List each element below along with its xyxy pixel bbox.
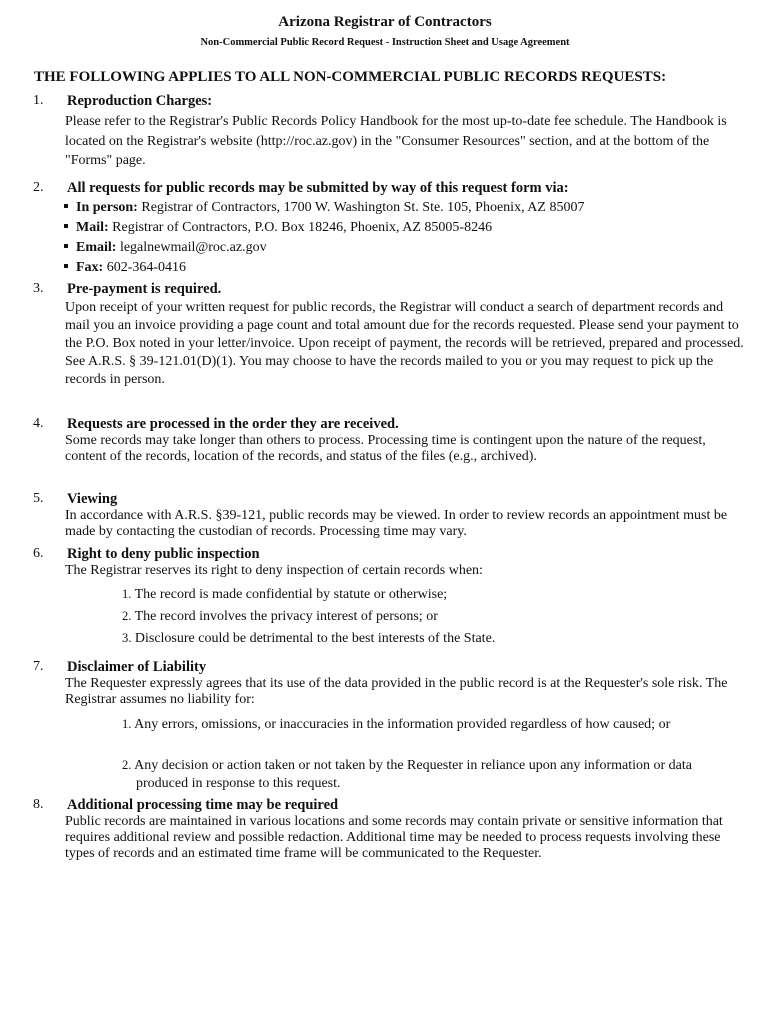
section-body: Please refer to the Registrar's Public Records Policy Handbook for the most up-to-date fee schedule. The Handbook is located on the Registrar's website (http://roc.az.gov) in the "Consumer Resources" section, and at the bottom of the "Forms" page.	[65, 114, 727, 168]
page-subtitle: Non-Commercial Public Record Request - Instruction Sheet and Usage Agreement	[200, 37, 570, 48]
bullet-icon	[64, 244, 68, 248]
section-number: 5.	[33, 491, 44, 506]
section-heading: Right to deny public inspection	[67, 546, 260, 562]
section-heading: Pre-payment is required.	[67, 281, 222, 297]
section-body: In accordance with A.R.S. §39-121, public records may be viewed. In order to review records an appointment must be made by contacting the custodian of records. Processing time may vary.	[65, 508, 728, 539]
bullet-icon	[64, 204, 68, 208]
section-number: 2.	[33, 180, 44, 195]
section-number: 7.	[33, 659, 44, 674]
submission-in-person: In person: Registrar of Contractors, 1700 W. Washington St. Ste. 105, Phoenix, AZ 85007	[64, 200, 584, 216]
section-heading: Requests are processed in the order they are received.	[67, 416, 399, 432]
section-heading: Reproduction Charges:	[67, 93, 213, 109]
section-body: Public records are maintained in various locations and some records may contain private or sensitive information that requires additional review and possible redaction. Additional time may be needed to process requests involving these types of records and an estimated time frame will be communicated to the Requester.	[65, 814, 723, 861]
submission-fax: Fax: 602-364-0416	[64, 260, 186, 276]
section-heading: Additional processing time may be required	[67, 797, 339, 813]
section-number: 8.	[33, 797, 44, 812]
submission-mail: Mail: Registrar of Contractors, P.O. Box 18246, Phoenix, AZ 85005-8246	[64, 220, 492, 236]
bullet-icon	[64, 264, 68, 268]
section-body: The Registrar reserves its right to deny inspection of certain records when:	[65, 563, 483, 578]
section-number: 3.	[33, 281, 44, 296]
submission-email: Email: legalnewmail@roc.az.gov	[64, 240, 267, 256]
section-body: The Requester expressly agrees that its use of the data provided in the public record is at the Requester's sole risk. The Registrar assumes no liability for:	[65, 676, 728, 707]
section-number: 4.	[33, 416, 44, 431]
liability-item: 2. Any decision or action taken or not taken by the Requester in reliance upon any information or data produced in response to this request.	[122, 758, 692, 791]
section-heading: Disclaimer of Liability	[67, 659, 207, 675]
bullet-icon	[64, 224, 68, 228]
section-heading: Viewing	[67, 491, 118, 507]
section-body: Some records may take longer than others to process. Processing time is contingent upon the nature of the request, content of the records, location of the records, and status of the files (e.g., archived).	[65, 433, 706, 464]
applies-heading: THE FOLLOWING APPLIES TO ALL NON-COMMERCIAL PUBLIC RECORDS REQUESTS:	[34, 69, 667, 85]
deny-reason-item: 1. The record is made confidential by statute or otherwise;	[122, 587, 448, 602]
section-heading: All requests for public records may be submitted by way of this request form via:	[67, 180, 569, 196]
deny-reason-item: 3. Disclosure could be detrimental to the best interests of the State.	[122, 631, 496, 646]
liability-item: 1. Any errors, omissions, or inaccuracies in the information provided regardless of how caused; or	[122, 717, 671, 732]
section-number: 1.	[33, 93, 44, 108]
page-title: Arizona Registrar of Contractors	[278, 14, 492, 30]
section-body: Upon receipt of your written request for public records, the Registrar will conduct a search of department records and mail you an invoice providing a page count and total amount due for the records requested. Please send your payment to the P.O. Box noted in your letter/invoice. Upon receipt of payment, the records will be retrieved, prepared and processed. See A.R.S. § 39-121.01(D)(1). You may choose to have the records mailed to you or you may request to pick up the records in person.	[65, 300, 744, 387]
deny-reason-item: 2. The record involves the privacy interest of persons; or	[122, 609, 438, 624]
section-number: 6.	[33, 546, 44, 561]
